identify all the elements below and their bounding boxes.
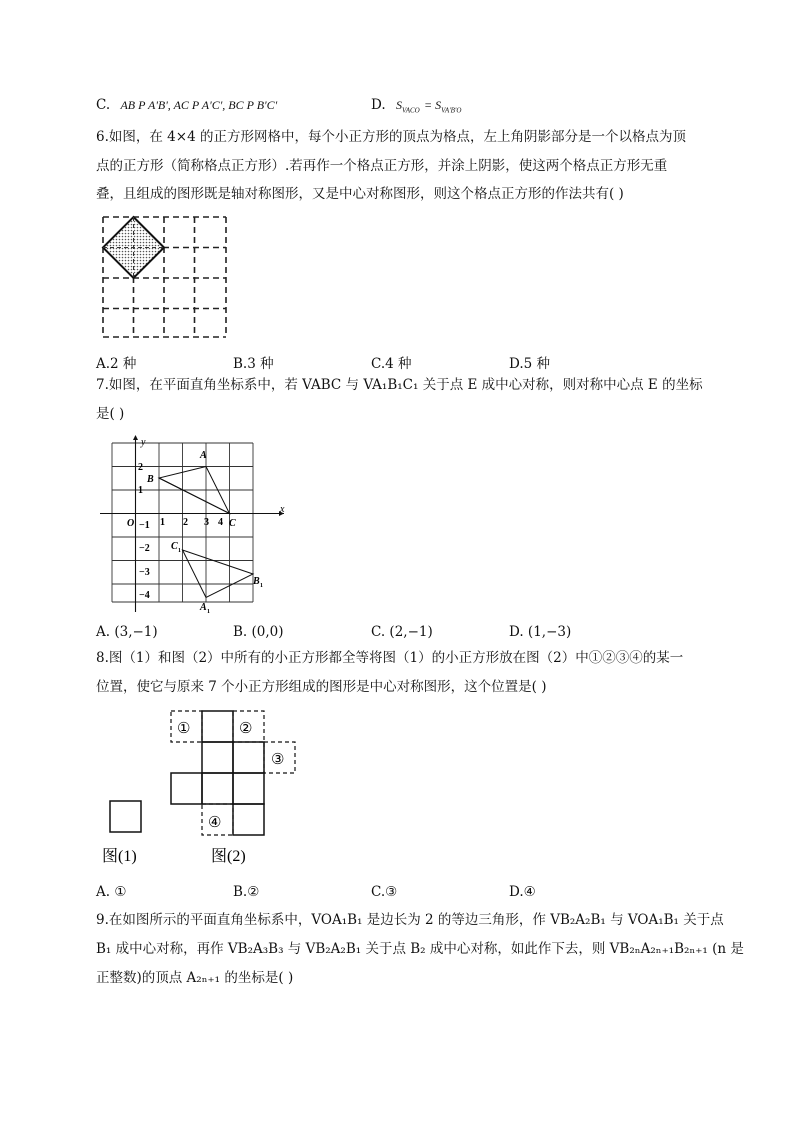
q6-option-c: C.4 种 (371, 356, 412, 372)
q7-point-a: A (200, 450, 207, 461)
q7-triangle-a1b1c1 (183, 550, 254, 598)
q8-mark-4: ④ (208, 815, 222, 831)
q7-option-c: C. (2,−1) (371, 624, 433, 640)
q8-option-d: D.④ (509, 884, 536, 900)
q7-y-tick-m4: −4 (139, 590, 150, 601)
q8-line-1: 8.图（1）和图（2）中所有的小正方形都全等将图（1）的小正方形放在图（2）中①②③④的某一 (96, 650, 684, 666)
q7-point-a1: A (200, 602, 207, 613)
q7-line-2: 是( ) (96, 406, 125, 422)
q6-line-1: 6.如图，在 4×4 的正方形网格中，每个小正方形的顶点为格点，左上角阴影部分是一个以格点为顶 (96, 129, 686, 145)
q7-point-c1-sub: 1 (178, 548, 181, 554)
q7-y-tick-m3: −3 (139, 567, 150, 578)
q7-x-tick-1: 1 (160, 517, 165, 528)
q8-option-b: B.② (233, 884, 260, 900)
q7-option-a: A. (3,−1) (96, 624, 158, 640)
q8-mark-2: ② (239, 721, 253, 737)
q7-point-c: C (229, 518, 236, 529)
q8-figures (100, 707, 305, 867)
q7-option-b: B. (0,0) (233, 624, 284, 640)
q7-point-c1: C (171, 541, 178, 552)
q7-axis-y-label: y (141, 437, 146, 448)
q7-line-1: 7.如图，在平面直角坐标系中，若 VABC 与 VA₁B₁C₁ 关于点 E 成中心对称，则对称中心点 E 的坐标 (96, 377, 703, 393)
q5-option-c-label: C. (96, 97, 111, 113)
q7-point-b: B (147, 474, 154, 485)
q9-line-2: B₁ 成中心对称，再作 VB₂A₃B₃ 与 VB₂A₂B₁ 关于点 B₂ 成中心对称，如此作下去，则 VB₂ₙA₂ₙ₊₁B₂ₙ₊₁ (n 是 (96, 941, 744, 957)
q5-option-d-sub2: VA'B'O (441, 106, 462, 115)
q8-option-a: A. ① (96, 884, 127, 900)
q6-line-3: 叠，且组成的图形既是轴对称图形，又是中心对称图形，则这个格点正方形的作法共有( ) (96, 186, 624, 202)
q6-line-2: 点的正方形（简称格点正方形）.若再作一个格点正方形，并涂上阴影，使这两个格点正方形无重 (96, 158, 668, 174)
q6-option-a: A.2 种 (96, 356, 137, 372)
q7-y-tick-m1: −1 (139, 520, 150, 531)
q7-x-tick-4: 4 (218, 517, 223, 528)
q9-line-1: 9.在如图所示的平面直角坐标系中，VOA₁B₁ 是边长为 2 的等边三角形，作 VB₂A₂B₁ 与 VOA₁B₁ 关于点 (96, 912, 724, 928)
q7-y-arrow (133, 435, 138, 440)
q7-axis-x-label: x (280, 504, 285, 515)
q7-x-tick-3: 3 (204, 517, 209, 528)
q5-option-d (371, 97, 461, 115)
q7-origin-label: O (127, 518, 135, 529)
q7-y-tick-2: 2 (138, 462, 143, 473)
q8-line-2: 位置，使它与原来 7 个小正方形组成的图形是中心对称图形，这个位置是( ) (96, 679, 547, 695)
q7-y-tick-1: 1 (138, 485, 143, 496)
q5-option-c (96, 97, 277, 113)
q7-point-a1-sub: 1 (207, 609, 210, 615)
q7-coordinate-figure (96, 432, 292, 616)
q5-option-d-label: D. (371, 97, 386, 113)
q8-mark-1: ① (177, 721, 191, 737)
q5-option-d-eq: = S (424, 98, 442, 112)
q6-option-d: D.5 种 (509, 356, 551, 372)
q8-fig1-label: 图(1) (102, 848, 137, 865)
q8-option-c: C.③ (371, 884, 398, 900)
q8-fig2-label: 图(2) (211, 848, 246, 865)
q7-point-b1: B (253, 576, 260, 587)
q6-option-b: B.3 种 (233, 356, 274, 372)
q7-x-tick-2: 2 (183, 517, 188, 528)
q9-line-3: 正整数)的顶点 A₂ₙ₊₁ 的坐标是( ) (96, 970, 294, 986)
q7-y-tick-m2: −2 (139, 543, 150, 554)
q7-point-b1-sub: 1 (260, 583, 263, 589)
q8-fig1-square (110, 801, 141, 832)
q6-grid-figure (100, 214, 230, 340)
q5-option-d-s1: S (395, 98, 402, 112)
q8-mark-3: ③ (271, 752, 285, 768)
q5-option-c-math: AB P A'B', AC P A'C', BC P B'C' (120, 98, 278, 112)
q7-option-d: D. (1,−3) (509, 624, 572, 640)
q5-option-d-sub1: VACO (401, 106, 420, 115)
